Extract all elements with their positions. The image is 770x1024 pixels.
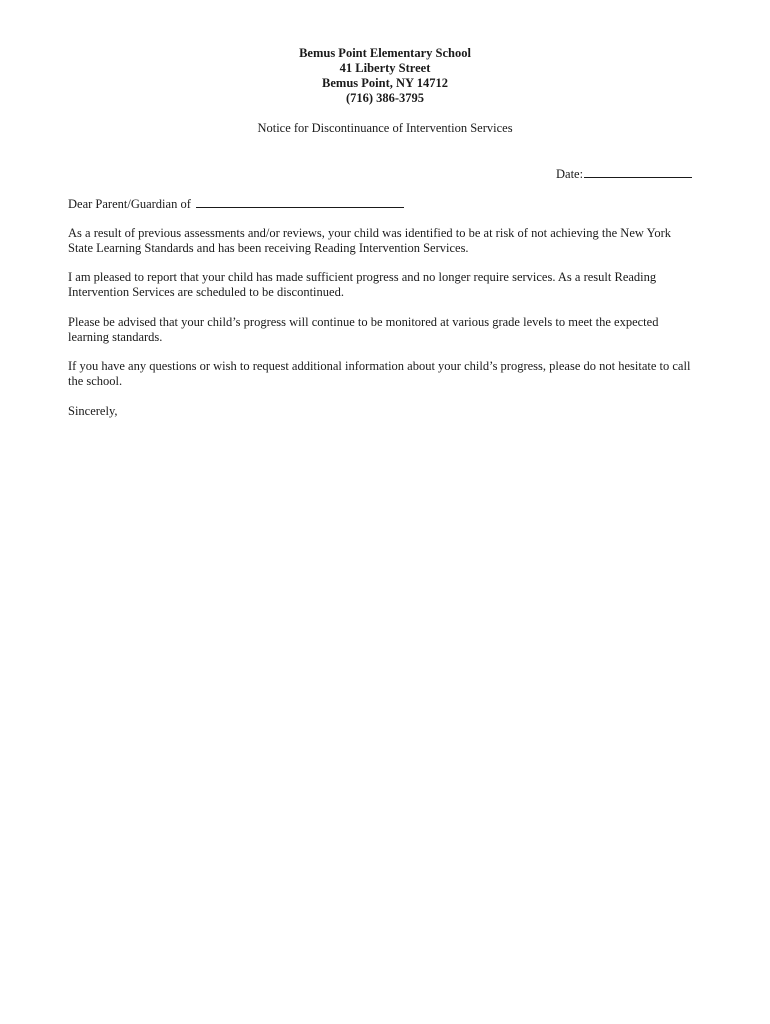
paragraph-progress-report: [68, 270, 708, 300]
paragraph-line: As a result of previous assessments and/or reviews, your child was identified to be at risk of not achieving the New York: [68, 226, 672, 240]
date-label: Date:: [556, 167, 584, 181]
paragraph-line: If you have any questions or wish to request additional information about your child’s progress, please do not hesitate to call: [68, 359, 691, 373]
letterhead: [0, 46, 770, 106]
letter-subject: Notice for Discontinuance of Intervention Services: [257, 121, 513, 135]
city-state-zip: Bemus Point, NY 14712: [322, 76, 448, 90]
paragraph-line: Intervention Services are scheduled to be discontinued.: [68, 285, 344, 299]
school-name: Bemus Point Elementary School: [299, 46, 471, 60]
phone-number: (716) 386-3795: [345, 91, 425, 105]
paragraph-line: learning standards.: [68, 330, 163, 344]
child-name-blank-field[interactable]: [196, 196, 404, 208]
paragraph-monitoring: [68, 315, 708, 345]
paragraph-contact: [68, 359, 708, 389]
closing: Sincerely,: [68, 404, 118, 418]
paragraph-line: Please be advised that your child’s progress will continue to be monitored at various grade levels to meet the expected: [68, 315, 659, 329]
paragraph-line: I am pleased to report that your child has made sufficient progress and no longer require services. As a result Reading: [68, 270, 657, 284]
salutation-text: Dear Parent/Guardian of: [68, 197, 191, 211]
salutation-line: [68, 196, 404, 212]
paragraph-intervention-history: [68, 226, 708, 256]
date-blank-field[interactable]: [584, 166, 692, 178]
paragraph-line: the school.: [68, 374, 123, 388]
paragraph-line: State Learning Standards and has been receiving Reading Intervention Services.: [68, 241, 469, 255]
street-address: 41 Liberty Street: [339, 61, 431, 75]
date-line: [556, 166, 692, 182]
